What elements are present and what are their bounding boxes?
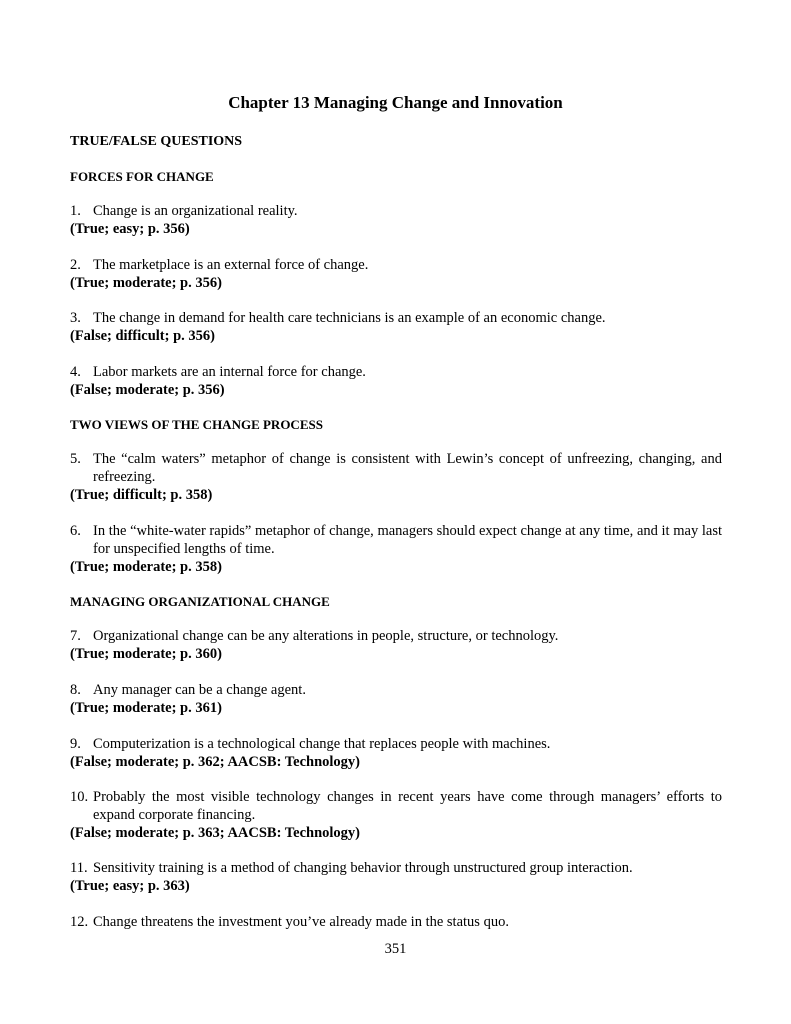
question-number: 4.: [70, 364, 81, 380]
question-answer: (False; moderate; p. 363; AACSB: Technology): [70, 825, 360, 841]
question-answer: (True; easy; p. 356): [70, 221, 190, 237]
subheading-forces: FORCES FOR CHANGE: [70, 169, 214, 184]
question-item: [70, 363, 722, 399]
question-item: [70, 627, 722, 663]
question-text: Computerization is a technological change that replaces people with machines.: [93, 736, 551, 752]
page-number: 351: [384, 941, 407, 957]
question-number: 5.: [70, 451, 81, 467]
question-item: [70, 202, 722, 238]
question-answer: (True; difficult; p. 358): [70, 487, 213, 503]
subheading-views: TWO VIEWS OF THE CHANGE PROCESS: [70, 417, 323, 432]
question-number: 3.: [70, 310, 81, 326]
question-answer: (False; moderate; p. 356): [70, 382, 225, 398]
question-text: The marketplace is an external force of change.: [93, 257, 369, 273]
question-item: [70, 450, 722, 504]
question-number: 8.: [70, 682, 81, 698]
question-item: [70, 256, 722, 292]
question-item: [70, 859, 722, 895]
question-text: Labor markets are an internal force for change.: [93, 364, 366, 380]
question-number: 6.: [70, 523, 81, 539]
question-text: Change is an organizational reality.: [93, 203, 298, 219]
question-text: Probably the most visible technology changes in recent years have come through managers’ efforts to expand corporate financing.: [93, 789, 722, 823]
question-answer: (True; moderate; p. 356): [70, 275, 222, 291]
question-item: [70, 522, 722, 576]
question-answer: (True; easy; p. 363): [70, 878, 190, 894]
question-text: Any manager can be a change agent.: [93, 682, 306, 698]
question-text: Sensitivity training is a method of changing behavior through unstructured group interaction.: [93, 860, 633, 876]
question-text: Change threatens the investment you’ve already made in the status quo.: [93, 914, 509, 930]
page-title: Chapter 13 Managing Change and Innovation: [228, 93, 563, 112]
question-answer: (True; moderate; p. 360): [70, 646, 222, 662]
question-answer: (False; difficult; p. 356): [70, 328, 215, 344]
question-number: 12.: [70, 914, 89, 930]
question-number: 9.: [70, 736, 81, 752]
question-number: 10.: [70, 789, 89, 805]
question-text: Organizational change can be any alterations in people, structure, or technology.: [93, 628, 559, 644]
question-text: The “calm waters” metaphor of change is consistent with Lewin’s concept of unfreezing, changing, and refreezing.: [93, 451, 722, 485]
question-number: 7.: [70, 628, 81, 644]
question-item: [70, 681, 722, 717]
question-item: [70, 309, 722, 345]
question-text: The change in demand for health care technicians is an example of an economic change.: [93, 310, 606, 326]
question-number: 11.: [70, 860, 88, 876]
question-number: 1.: [70, 203, 81, 219]
subheading-managing: MANAGING ORGANIZATIONAL CHANGE: [70, 594, 330, 609]
question-item: [70, 913, 722, 931]
question-answer: (True; moderate; p. 361): [70, 700, 222, 716]
question-item: [70, 788, 722, 842]
question-text: In the “white-water rapids” metaphor of change, managers should expect change at any time, and it may last for unspecified lengths of time.: [93, 523, 722, 557]
question-number: 2.: [70, 257, 81, 273]
question-answer: (False; moderate; p. 362; AACSB: Technology): [70, 754, 360, 770]
section-heading: TRUE/FALSE QUESTIONS: [70, 134, 243, 149]
question-item: [70, 735, 722, 771]
question-answer: (True; moderate; p. 358): [70, 559, 222, 575]
